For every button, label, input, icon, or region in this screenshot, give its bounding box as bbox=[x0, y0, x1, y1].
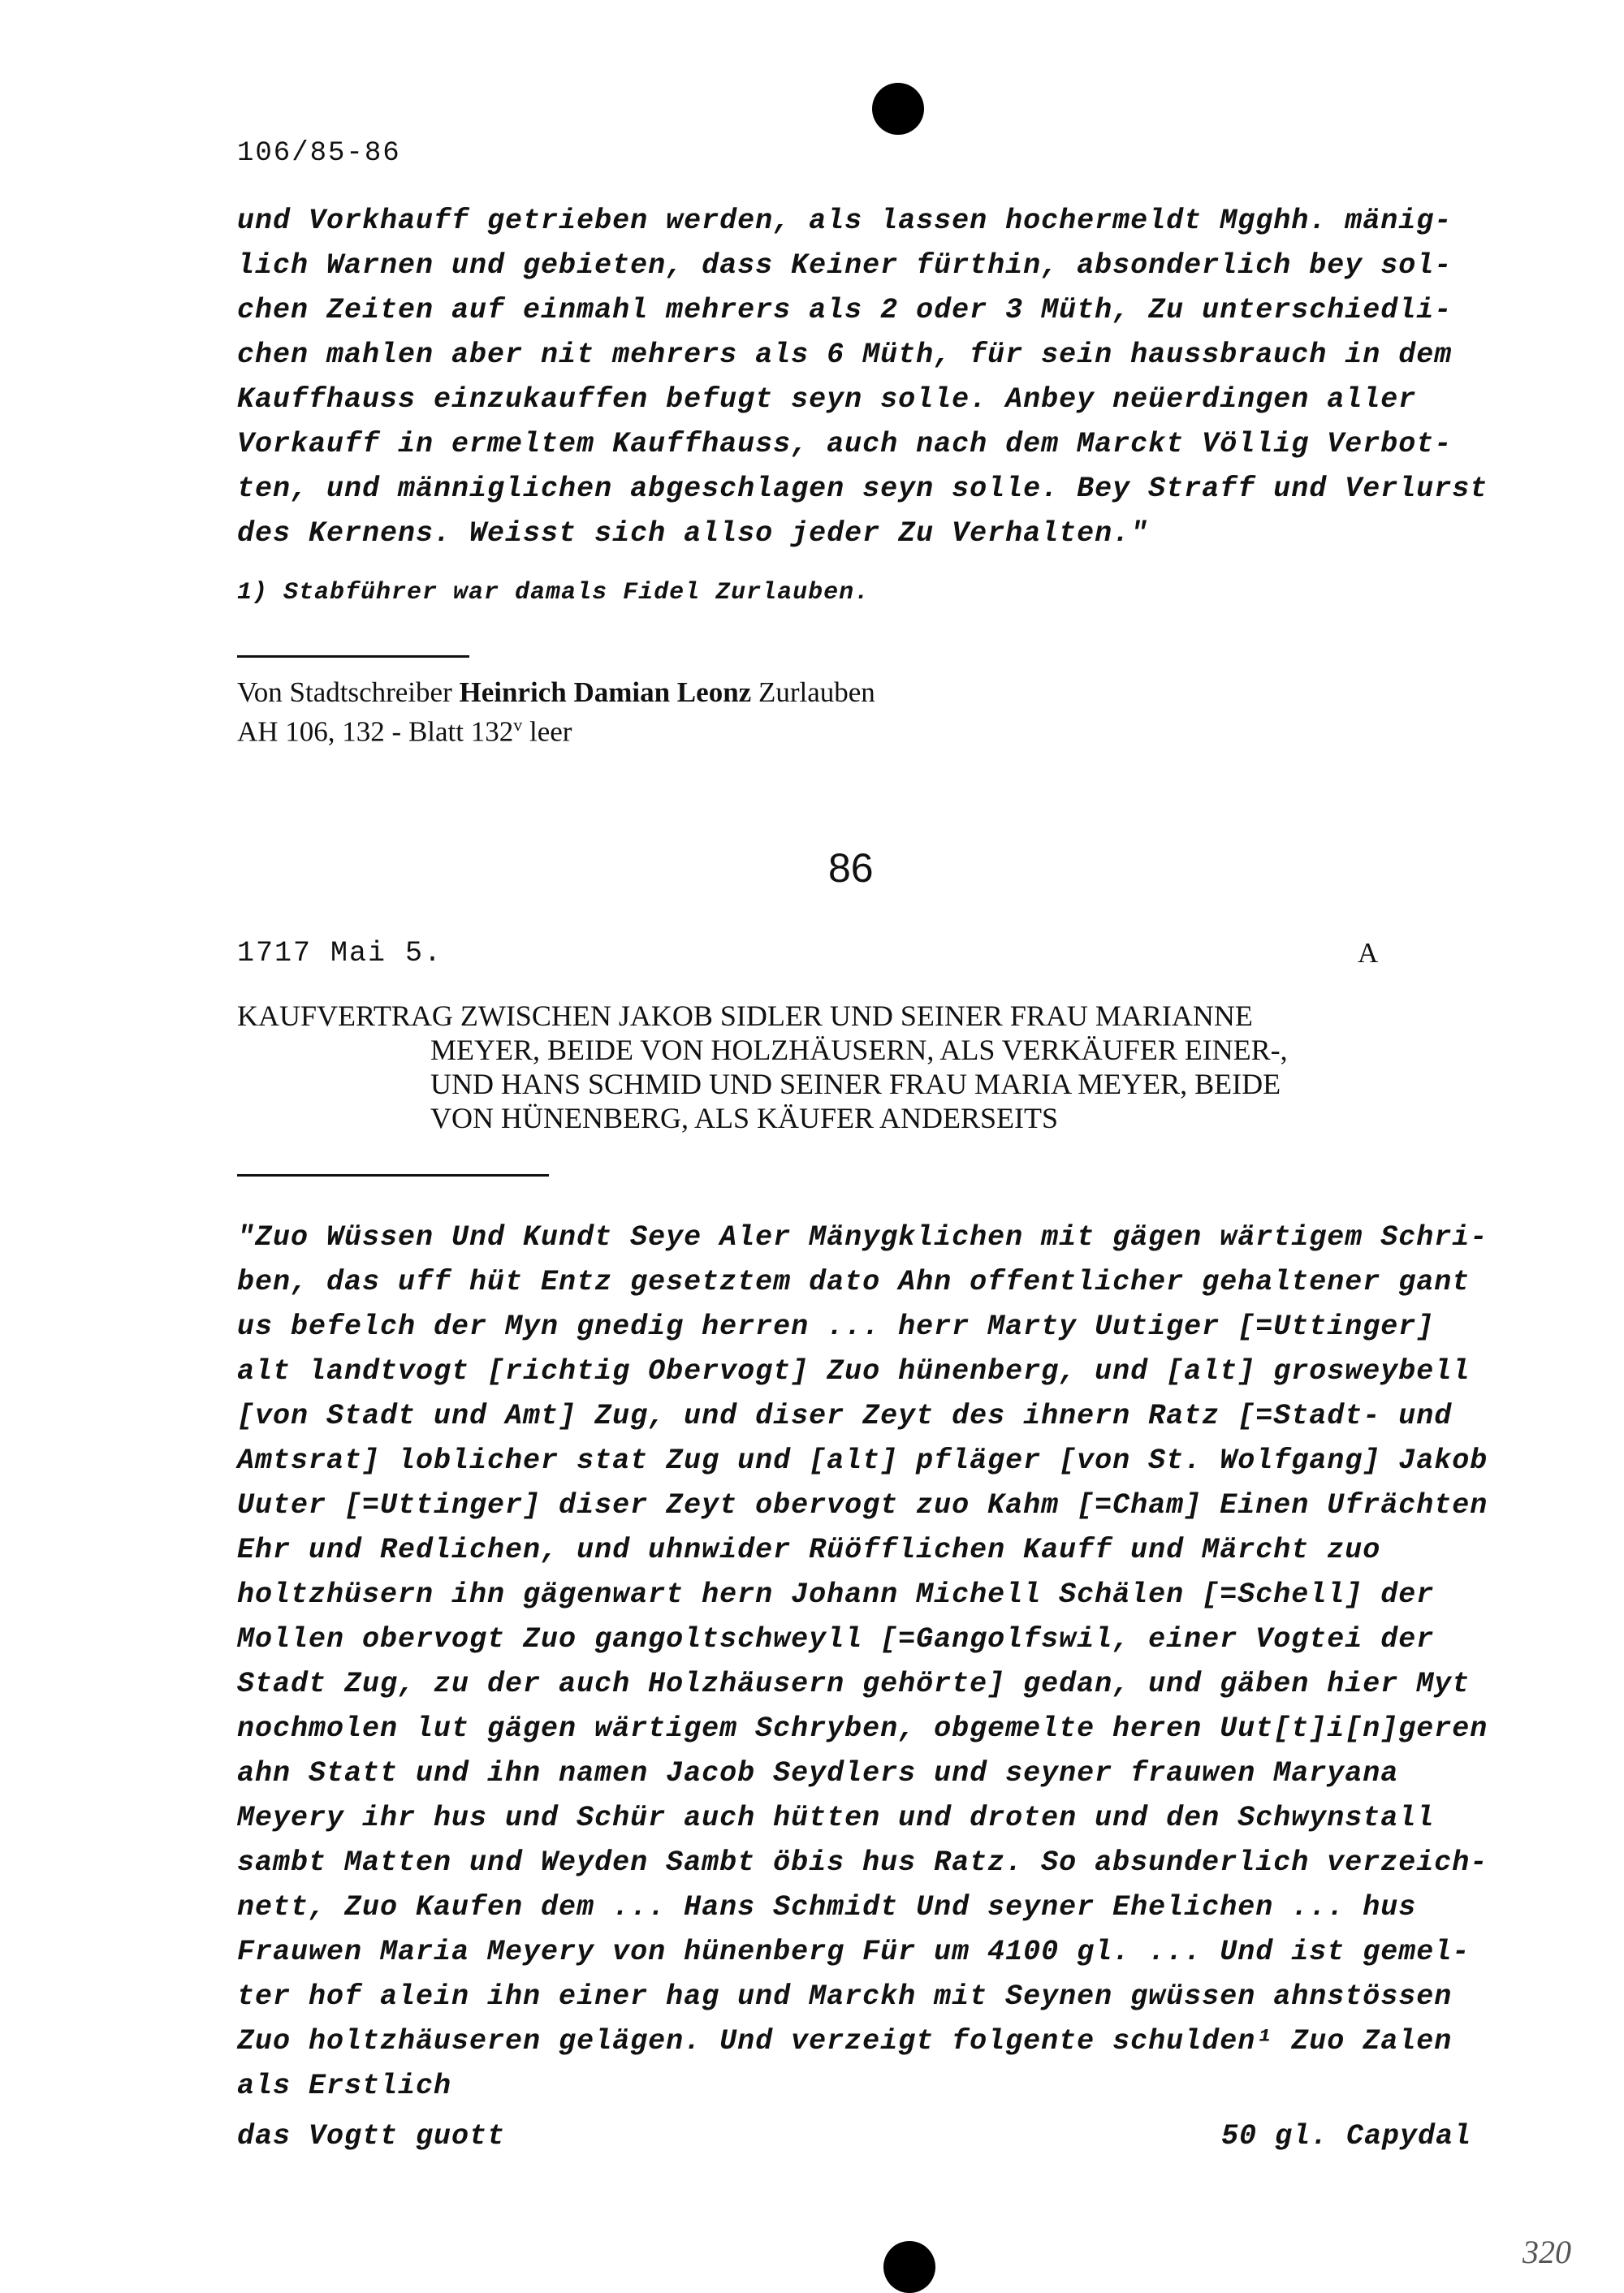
text-line: sambt Matten und Weyden Sambt öbis hus Ratz. So absunderlich verzeich- bbox=[237, 1846, 1488, 1879]
text-line: Stadt Zug, zu der auch Holzhäusern gehörte] gedan, und gäben hier Myt bbox=[237, 1668, 1471, 1700]
ledger-amount: 50 gl. Capydal bbox=[1220, 2120, 1471, 2153]
document-number: 86 bbox=[828, 845, 874, 891]
text-line: als Erstlich bbox=[237, 2070, 452, 2102]
text-line: Ehr und Redlichen, und uhnwider Rüöfflichen Kauff und Märcht zuo bbox=[237, 1534, 1381, 1566]
punch-hole-top bbox=[872, 83, 924, 135]
text-line: und Vorkhauff getrieben werden, als lassen hochermeldt Mgghh. mänig- bbox=[237, 205, 1453, 237]
text-line: Amtsrat] loblicher stat Zug und [alt] pfläger [von St. Wolfgang] Jakob bbox=[237, 1444, 1488, 1477]
footnote: 1) Stabführer war damals Fidel Zurlauben. bbox=[237, 579, 870, 607]
text-line: nochmolen lut gägen wärtigem Schryben, obgemelte heren Uut[t]i[n]geren bbox=[237, 1712, 1488, 1745]
paragraph-1 bbox=[237, 199, 1488, 556]
text-line: Mollen obervogt Zuo gangoltschweyll [=Gangolfswil, einer Vogtei der bbox=[237, 1623, 1435, 1656]
source-suffix: Zurlauben bbox=[751, 676, 875, 708]
page-reference: 106/85-86 bbox=[237, 138, 401, 169]
archive-ref: AH 106, 132 - Blatt 132 bbox=[237, 715, 514, 748]
version-letter: A bbox=[1358, 937, 1379, 969]
text-line: Vorkauff in ermeltem Kauffhauss, auch nach dem Marckt Völlig Verbot- bbox=[237, 428, 1453, 460]
ledger-item: das Vogtt guott bbox=[237, 2120, 506, 2153]
source-author: Heinrich Damian Leonz bbox=[459, 676, 752, 708]
paragraph-2 bbox=[237, 1216, 1488, 2109]
text-line: nett, Zuo Kaufen dem ... Hans Schmidt Und seyner Ehelichen ... hus bbox=[237, 1891, 1417, 1924]
title-line: MEYER, BEIDE VON HOLZHÄUSERN, ALS VERKÄUFER EINER-, bbox=[430, 1034, 1288, 1066]
text-line: ter hof alein ihn einer hag und Marckh mit Seynen gwüssen ahnstössen bbox=[237, 1980, 1453, 2013]
title-line: UND HANS SCHMID UND SEINER FRAU MARIA MEYER, BEIDE bbox=[430, 1068, 1281, 1100]
handwritten-page-number: 320 bbox=[1522, 2234, 1571, 2270]
ledger-row bbox=[237, 2114, 1471, 2159]
text-line: chen Zeiten auf einmahl mehrers als 2 oder 3 Müth, Zu unterschiedli- bbox=[237, 294, 1453, 326]
text-line: Uuter [=Uttinger] diser Zeyt obervogt zuo Kahm [=Cham] Einen Ufrächten bbox=[237, 1489, 1488, 1522]
text-line: ahn Statt und ihn namen Jacob Seydlers und seyner frauwen Maryana bbox=[237, 1757, 1399, 1790]
text-line: alt landtvogt [richtig Obervogt] Zuo hünenberg, und [alt] grosweybell bbox=[237, 1355, 1471, 1388]
text-line: us befelch der Myn gnedig herren ... herr Marty Uutiger [=Uttinger] bbox=[237, 1311, 1435, 1343]
title-line: VON HÜNENBERG, ALS KÄUFER ANDERSEITS bbox=[430, 1102, 1059, 1134]
verso-mark: v bbox=[513, 715, 523, 735]
text-line: chen mahlen aber nit mehrers als 6 Müth, für sein haussbrauch in dem bbox=[237, 339, 1453, 371]
separator-rule bbox=[237, 1174, 549, 1177]
document-title bbox=[237, 999, 1288, 1135]
separator-rule bbox=[237, 655, 469, 658]
text-line: ten, und männiglichen abgeschlagen seyn solle. Bey Straff und Verlurst bbox=[237, 473, 1488, 505]
text-line: Zuo holtzhäuseren gelägen. Und verzeigt folgente schulden¹ Zuo Zalen bbox=[237, 2025, 1453, 2058]
source-note bbox=[237, 676, 875, 749]
document-date: 1717 Mai 5. bbox=[237, 937, 443, 969]
text-line: Meyery ihr hus und Schür auch hütten und droten und den Schwynstall bbox=[237, 1802, 1435, 1834]
archive-note: leer bbox=[522, 715, 572, 748]
text-line: "Zuo Wüssen Und Kundt Seye Aler Mänygklichen mit gägen wärtigem Schri- bbox=[237, 1221, 1488, 1254]
text-line: ben, das uff hüt Entz gesetztem dato Ahn offentlicher gehaltener gant bbox=[237, 1266, 1471, 1298]
source-prefix: Von Stadtschreiber bbox=[237, 676, 460, 708]
text-line: Kauffhauss einzukauffen befugt seyn solle. Anbey neüerdingen aller bbox=[237, 383, 1417, 416]
text-line: Frauwen Maria Meyery von hünenberg Für um 4100 gl. ... Und ist gemel- bbox=[237, 1936, 1471, 1968]
text-line: [von Stadt und Amt] Zug, und diser Zeyt des ihnern Ratz [=Stadt- und bbox=[237, 1400, 1453, 1432]
text-line: des Kernens. Weisst sich allso jeder Zu Verhalten." bbox=[237, 517, 1149, 550]
punch-hole-bottom bbox=[883, 2241, 935, 2293]
text-line: holtzhüsern ihn gägenwart hern Johann Michell Schälen [=Schell] der bbox=[237, 1578, 1435, 1611]
title-line: KAUFVERTRAG ZWISCHEN JAKOB SIDLER UND SEINER FRAU MARIANNE bbox=[237, 1000, 1253, 1032]
text-line: lich Warnen und gebieten, dass Keiner fürthin, absonderlich bey sol- bbox=[237, 249, 1453, 282]
